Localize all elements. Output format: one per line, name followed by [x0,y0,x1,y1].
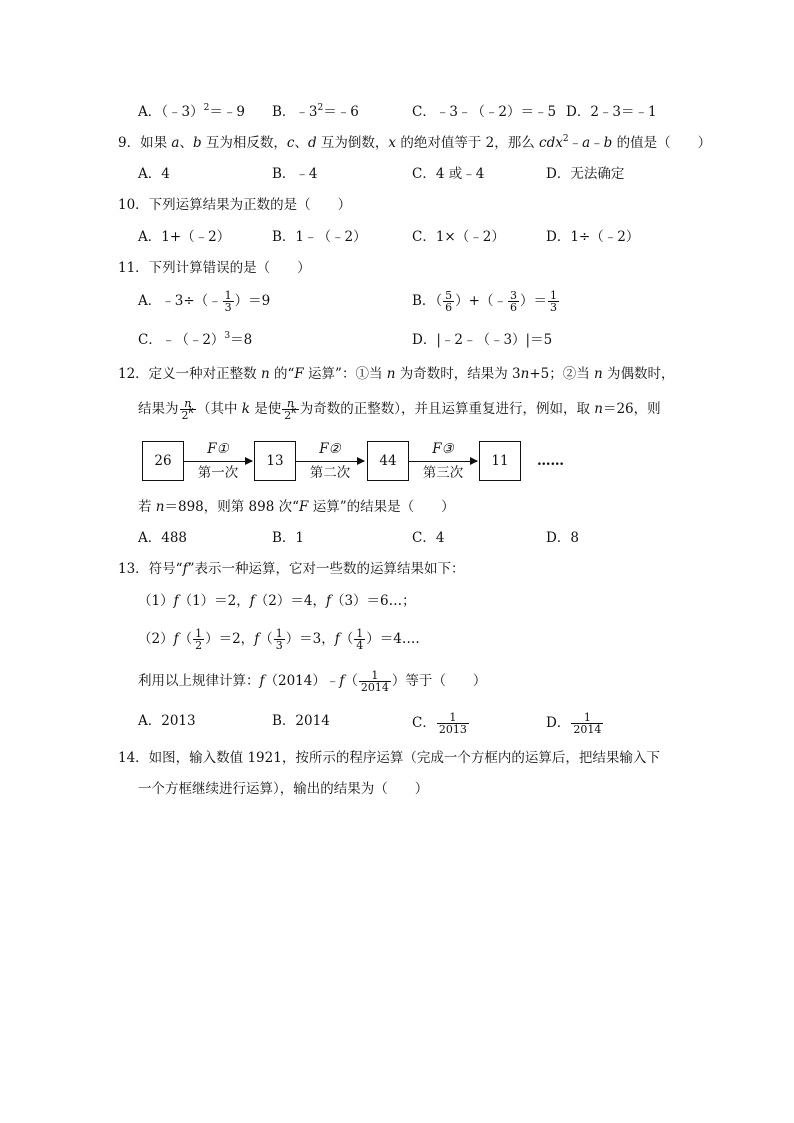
q14-stem-line2: 一个方框继续进行运算），输出的结果为（ ） [138,781,429,797]
q11-stem: 11．下列计算错误的是（ ） [118,260,311,276]
q13-option-d: D． $\frac{1}{2014}$ [546,711,602,736]
q13-rule-1: （1）f（1）＝2，f（2）＝4，f（3）＝6…； [138,593,416,609]
q10-option-d: D．1÷（﹣2） [546,229,640,245]
flow-box-1: 26 [142,441,184,481]
q8-option-c: C．﹣3﹣（﹣2）＝﹣5 [412,104,557,120]
flow-ellipsis: …… [537,453,564,469]
flow-arrow-1 [184,461,252,462]
flow-box-3: 44 [367,441,409,481]
q8-option-d: D．2﹣3＝﹣1 [566,104,657,120]
q8-option-b: B．$﹣3^2=﹣6$ [272,103,359,120]
q8-option-a: A．（﹣3）$^2$＝﹣9 [138,103,245,120]
q12-stem-line1: 12．定义一种对正整数 n 的“F 运算”：①当 n 为奇数时，结果为 3n+5；②当 n 为偶数时， [118,366,675,382]
q13-option-a: A．2013 [138,713,196,729]
flow-arrow-3-bottom: 第三次 [422,465,464,481]
q11-option-c: C．﹣（﹣2）$^3$＝8 [138,331,253,348]
q13-stem: 13．符号“f”表示一种运算，它对一些数的运算结果如下： [118,561,465,577]
flow-arrow-2 [296,461,364,462]
q9-option-d: D．无法确定 [546,166,625,182]
q10-option-c: C．1×（﹣2） [412,229,505,245]
q12-option-d: D．8 [546,530,579,546]
q10-stem: 10．下列运算结果为正数的是（ ） [118,197,352,213]
q10-option-a: A．1+（﹣2） [138,229,231,245]
q14-stem-line1: 14．如图，输入数值 1921，按所示的程序运算（完成一个方框内的运算后，把结果输入下 [118,750,660,766]
q10-option-b: B．1﹣（﹣2） [272,229,367,245]
q11-option-a: A．﹣3÷（﹣ $\frac{1}{3}$ ）＝9 [138,289,271,314]
q9-option-a: A．4 [138,166,170,182]
q13-rule-2: （2）f（ $\frac{1}{2}$ ）＝2，f（ $\frac{1}{3}$ ）＝3，f（ $\frac{1}{4}$ ）＝4…. [138,627,420,652]
q9-stem: 9．如果 a、b 互为相反数，c、d 互为倒数，x 的绝对值等于 2，那么 cdx$^2$﹣a﹣b 的值是（ ） [118,134,712,151]
q9-option-b: B．﹣4 [272,166,318,182]
flow-arrow-3-top: F③ [432,441,454,457]
flow-arrow-1-bottom: 第一次 [197,465,239,481]
q13-option-b: B．2014 [272,713,330,729]
flow-box-2: 13 [254,441,296,481]
flow-arrow-2-bottom: 第二次 [309,465,351,481]
flow-arrow-2-top: F② [319,441,341,457]
flow-arrow-3 [409,461,477,462]
flow-arrow-1-top: F① [207,441,229,457]
q11-option-b: B．（ $\frac{5}{6}$ ）+（﹣ $\frac{3}{6}$ ）＝ $\frac{1}{3}$ [412,289,557,314]
q13-question: 利用以上规律计算：f（2014）﹣f（ $\frac{1}{2014}$ ）等于（ ） [138,669,487,694]
flow-box-4: 11 [479,441,521,481]
q12-option-c: C．4 [412,530,445,546]
q13-option-c: C． $\frac{1}{2013}$ [412,711,467,736]
q12-option-a: A．488 [138,530,188,546]
q12-question: 若 n＝898，则第 898 次“F 运算”的结果是（ ） [138,499,455,515]
q12-stem-line2: 结果为 $\frac{n}{2^k}$ （其中 k 是使 $\frac{n}{2^k}$ 为奇数的正整数），并且运算重复进行，例如，取 n＝26，则 [138,397,661,422]
q12-option-b: B．1 [272,530,305,546]
q11-option-d: D．|﹣2﹣（﹣3）|＝5 [412,332,553,348]
q9-option-c: C．4 或﹣4 [412,166,485,182]
